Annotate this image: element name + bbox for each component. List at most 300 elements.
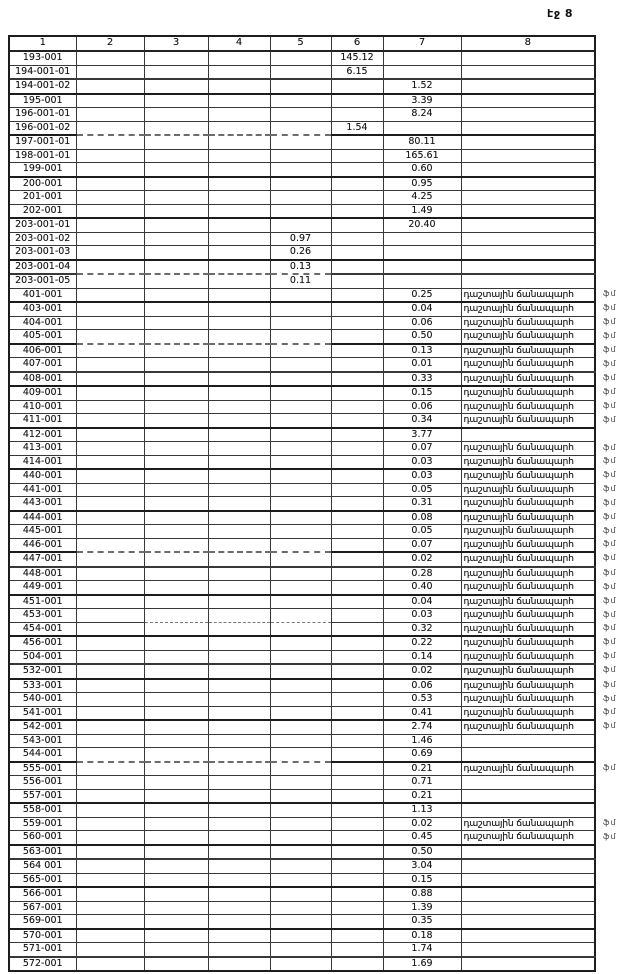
value-cell-7: 0.04 [383,595,461,609]
table-row [9,845,595,860]
land-use-cell [461,789,595,803]
value-cell-7: 0.53 [383,693,461,707]
value-cell-7: 80.11 [383,135,461,149]
empty-cell [144,650,208,664]
table-row [9,859,595,873]
empty-cell [208,957,270,972]
empty-cell [76,859,144,873]
value-cell-7: 0.69 [383,748,461,762]
empty-cell [144,274,208,288]
empty-cell [208,469,270,483]
land-use-cell [461,887,595,901]
parcel-id-cell: 565-001 [9,873,76,887]
parcel-id-cell: 197-001-01 [9,135,76,149]
value-cell-7: 0.60 [383,163,461,177]
parcel-id-cell: 412-001 [9,428,76,442]
value-cell-7: 0.45 [383,831,461,845]
empty-cell [144,51,208,65]
value-cell-7: 0.95 [383,177,461,191]
value-cell-6 [331,887,383,901]
empty-cell [76,65,144,79]
parcel-id-cell: 196-001-01 [9,108,76,122]
empty-cell [76,316,144,330]
table-row [9,428,595,442]
column-header-8: 8 [461,36,595,51]
value-cell-5 [270,720,331,734]
value-cell-5 [270,330,331,344]
value-cell-6 [331,288,383,302]
margin-mark: ֆմ [603,763,617,772]
empty-cell [208,887,270,901]
value-cell-7: 0.03 [383,455,461,469]
margin-mark: ֆմ [603,303,617,312]
empty-cell [208,929,270,943]
empty-cell [208,260,270,275]
parcel-id-cell: 571-001 [9,943,76,957]
empty-cell [208,246,270,260]
empty-cell [208,650,270,664]
empty-cell [76,595,144,609]
margin-mark: ֆմ [603,665,617,674]
land-use-cell: դաշտային ճանապարհ [461,483,595,497]
value-cell-7: 0.06 [383,679,461,693]
value-cell-5 [270,218,331,232]
empty-cell [76,887,144,901]
land-use-cell [461,776,595,790]
empty-cell [144,135,208,149]
value-cell-7: 2.74 [383,720,461,734]
empty-cell [76,567,144,581]
empty-cell [76,581,144,595]
value-cell-7: 3.77 [383,428,461,442]
parcel-id-cell: 447-001 [9,552,76,567]
value-cell-5 [270,664,331,679]
table-row [9,274,595,288]
empty-cell [76,706,144,720]
land-use-cell: դաշտային ճանապարհ [461,622,595,636]
value-cell-6 [331,469,383,483]
value-cell-7: 0.25 [383,288,461,302]
value-cell-6 [331,358,383,372]
value-cell-5 [270,748,331,762]
value-cell-6 [331,693,383,707]
value-cell-5 [270,859,331,873]
land-use-cell [461,803,595,817]
value-cell-5 [270,538,331,552]
empty-cell [76,720,144,734]
parcel-id-cell: 203-001-05 [9,274,76,288]
table-row [9,706,595,720]
value-cell-6 [331,817,383,831]
empty-cell [208,135,270,149]
value-cell-6 [331,901,383,915]
margin-mark: ֆմ [603,289,617,298]
value-cell-6 [331,260,383,275]
table-row [9,789,595,803]
value-cell-7 [383,260,461,275]
empty-cell [76,831,144,845]
value-cell-6 [331,302,383,316]
parcel-id-cell: 563-001 [9,845,76,860]
value-cell-6 [331,943,383,957]
value-cell-7: 0.03 [383,469,461,483]
empty-cell [76,664,144,679]
value-cell-6 [331,163,383,177]
empty-cell [208,177,270,191]
land-use-cell: դաշտային ճանապարհ [461,455,595,469]
empty-cell [144,386,208,400]
value-cell-6 [331,316,383,330]
empty-cell [208,567,270,581]
empty-cell [144,803,208,817]
margin-mark: ֆմ [603,331,617,340]
column-header-4: 4 [208,36,270,51]
table-row [9,483,595,497]
value-cell-7: 0.13 [383,344,461,358]
empty-cell [208,622,270,636]
empty-cell [76,218,144,232]
land-use-cell [461,135,595,149]
parcel-id-cell: 449-001 [9,581,76,595]
empty-cell [144,288,208,302]
margin-mark: ֆմ [603,610,617,619]
land-use-cell [461,163,595,177]
land-use-cell: դաշտային ճանապարհ [461,358,595,372]
land-use-cell [461,734,595,748]
empty-cell [144,232,208,246]
value-cell-5 [270,887,331,901]
empty-cell [76,108,144,122]
empty-cell [76,204,144,218]
empty-cell [144,428,208,442]
margin-mark: ֆմ [603,651,617,660]
parcel-id-cell: 445-001 [9,525,76,539]
land-use-cell: դաշտային ճանապարհ [461,664,595,679]
empty-cell [76,163,144,177]
parcel-id-cell: 533-001 [9,679,76,693]
value-cell-6 [331,108,383,122]
value-cell-7: 0.02 [383,664,461,679]
value-cell-7: 0.28 [383,567,461,581]
empty-cell [144,302,208,316]
empty-cell [208,94,270,108]
land-use-cell: դաշտային ճանապարհ [461,679,595,693]
margin-mark: ֆմ [603,415,617,424]
parcel-id-cell: 200-001 [9,177,76,191]
value-cell-6 [331,135,383,149]
value-cell-6 [331,873,383,887]
empty-cell [76,943,144,957]
value-cell-6 [331,748,383,762]
empty-cell [208,428,270,442]
empty-cell [208,414,270,428]
parcel-id-cell: 540-001 [9,693,76,707]
margin-mark: ֆմ [603,539,617,548]
value-cell-7 [383,121,461,135]
value-cell-5 [270,957,331,972]
parcel-id-cell: 504-001 [9,650,76,664]
empty-cell [208,803,270,817]
land-use-cell [461,108,595,122]
empty-cell [208,204,270,218]
value-cell-6 [331,94,383,108]
value-cell-5 [270,915,331,929]
value-cell-6 [331,149,383,163]
margin-mark: ֆմ [603,637,617,646]
empty-cell [208,386,270,400]
value-cell-7: 0.06 [383,400,461,414]
value-cell-5 [270,650,331,664]
value-cell-7: 0.22 [383,636,461,650]
empty-cell [76,803,144,817]
empty-cell [208,776,270,790]
value-cell-6 [331,191,383,205]
table-row [9,358,595,372]
value-cell-7: 1.46 [383,734,461,748]
land-use-cell [461,274,595,288]
value-cell-5 [270,636,331,650]
empty-cell [144,108,208,122]
value-cell-5: 0.26 [270,246,331,260]
parcel-id-cell: 543-001 [9,734,76,748]
empty-cell [144,538,208,552]
empty-cell [144,817,208,831]
empty-cell [144,609,208,623]
margin-mark: ֆմ [603,568,617,577]
empty-cell [76,135,144,149]
empty-cell [76,845,144,860]
empty-cell [144,915,208,929]
land-use-cell: դաշտային ճանապարհ [461,762,595,776]
value-cell-6 [331,79,383,94]
value-cell-7: 0.04 [383,302,461,316]
value-cell-5 [270,191,331,205]
land-use-cell: դաշտային ճանապարհ [461,511,595,525]
parcel-id-cell: 441-001 [9,483,76,497]
parcel-id-cell: 544-001 [9,748,76,762]
empty-cell [76,483,144,497]
margin-mark: ֆմ [603,680,617,689]
empty-cell [76,94,144,108]
value-cell-6 [331,679,383,693]
value-cell-5 [270,316,331,330]
value-cell-7 [383,246,461,260]
empty-cell [144,595,208,609]
value-cell-6 [331,776,383,790]
parcel-id-cell: 448-001 [9,567,76,581]
value-cell-6 [331,177,383,191]
land-use-cell [461,901,595,915]
value-cell-7: 8.24 [383,108,461,122]
empty-cell [76,538,144,552]
land-use-cell: դաշտային ճանապարհ [461,609,595,623]
empty-cell [76,957,144,972]
page-number-label: էջ 8 [547,7,573,20]
empty-cell [208,943,270,957]
table-row [9,664,595,679]
value-cell-7: 0.05 [383,525,461,539]
value-cell-5 [270,762,331,776]
empty-cell [76,734,144,748]
table-row [9,776,595,790]
empty-cell [76,622,144,636]
parcel-id-cell: 446-001 [9,538,76,552]
empty-cell [76,442,144,456]
parcel-id-cell: 569-001 [9,915,76,929]
parcel-id-cell: 411-001 [9,414,76,428]
parcel-id-cell: 403-001 [9,302,76,316]
table-row [9,386,595,400]
empty-cell [144,664,208,679]
table-row [9,915,595,929]
value-cell-5 [270,302,331,316]
table-row [9,636,595,650]
value-cell-5: 0.97 [270,232,331,246]
value-cell-7 [383,51,461,65]
table-row [9,316,595,330]
value-cell-7: 1.13 [383,803,461,817]
parcel-id-cell: 532-001 [9,664,76,679]
empty-cell [144,316,208,330]
land-use-cell [461,929,595,943]
empty-cell [208,372,270,387]
land-use-cell [461,51,595,65]
empty-cell [144,455,208,469]
empty-cell [144,901,208,915]
value-cell-6: 6.15 [331,65,383,79]
margin-mark: ֆմ [603,498,617,507]
value-cell-7 [383,274,461,288]
empty-cell [76,79,144,94]
empty-cell [208,595,270,609]
value-cell-6 [331,274,383,288]
land-use-cell: դաշտային ճանապարհ [461,288,595,302]
table-header [9,36,595,51]
table-row [9,693,595,707]
table-row [9,260,595,275]
column-header-7: 7 [383,36,461,51]
value-cell-5 [270,581,331,595]
parcel-id-cell: 560-001 [9,831,76,845]
value-cell-6: 1.54 [331,121,383,135]
value-cell-5 [270,428,331,442]
table-row [9,943,595,957]
table-row [9,720,595,734]
value-cell-6 [331,734,383,748]
empty-cell [144,943,208,957]
value-cell-7: 1.49 [383,204,461,218]
value-cell-6 [331,386,383,400]
value-cell-6 [331,609,383,623]
land-use-cell [461,859,595,873]
empty-cell [208,748,270,762]
land-use-cell: դաշտային ճանապարհ [461,693,595,707]
value-cell-5: 0.13 [270,260,331,275]
land-use-cell: դաշտային ճանապարհ [461,706,595,720]
empty-cell [208,330,270,344]
value-cell-6 [331,455,383,469]
table-row [9,414,595,428]
value-cell-5 [270,400,331,414]
parcel-id-cell: 443-001 [9,497,76,511]
parcel-id-cell: 406-001 [9,344,76,358]
value-cell-6 [331,428,383,442]
empty-cell [76,372,144,387]
land-use-cell [461,149,595,163]
value-cell-5 [270,943,331,957]
empty-cell [144,246,208,260]
empty-cell [208,873,270,887]
parcel-id-cell: 444-001 [9,511,76,525]
land-use-cell: դաշտային ճանապարհ [461,650,595,664]
value-cell-5 [270,525,331,539]
table-row [9,887,595,901]
empty-cell [76,609,144,623]
value-cell-7: 0.40 [383,581,461,595]
land-use-cell: դաշտային ճանապարհ [461,636,595,650]
parcel-id-cell: 195-001 [9,94,76,108]
parcel-id-cell: 408-001 [9,372,76,387]
land-use-cell: դաշտային ճանապարհ [461,442,595,456]
empty-cell [76,330,144,344]
parcel-id-cell: 559-001 [9,817,76,831]
land-use-cell: դաշտային ճանապարհ [461,567,595,581]
table-row [9,149,595,163]
land-use-cell: դաշտային ճանապարհ [461,538,595,552]
value-cell-5 [270,901,331,915]
parcel-id-cell: 556-001 [9,776,76,790]
empty-cell [76,469,144,483]
empty-cell [144,372,208,387]
empty-cell [144,693,208,707]
value-cell-7: 3.04 [383,859,461,873]
empty-cell [208,734,270,748]
value-cell-5 [270,386,331,400]
parcel-id-cell: 203-001-04 [9,260,76,275]
parcel-id-cell: 203-001-02 [9,232,76,246]
empty-cell [208,693,270,707]
empty-cell [76,748,144,762]
empty-cell [144,887,208,901]
empty-cell [208,720,270,734]
value-cell-5 [270,177,331,191]
empty-cell [208,400,270,414]
margin-mark: ֆմ [603,582,617,591]
empty-cell [208,664,270,679]
table-row [9,218,595,232]
land-use-cell [461,845,595,860]
parcel-id-cell: 404-001 [9,316,76,330]
value-cell-7 [383,65,461,79]
table-row [9,957,595,972]
empty-cell [208,191,270,205]
parcel-id-cell: 566-001 [9,887,76,901]
parcel-id-cell: 203-001-01 [9,218,76,232]
empty-cell [208,817,270,831]
land-use-cell: դաշտային ճանապարհ [461,302,595,316]
empty-cell [76,552,144,567]
empty-cell [208,679,270,693]
table-row [9,525,595,539]
empty-cell [76,817,144,831]
empty-cell [208,789,270,803]
empty-cell [144,94,208,108]
value-cell-5 [270,204,331,218]
value-cell-5 [270,776,331,790]
value-cell-5 [270,149,331,163]
value-cell-6 [331,232,383,246]
land-use-cell: դաշտային ճանապարհ [461,581,595,595]
